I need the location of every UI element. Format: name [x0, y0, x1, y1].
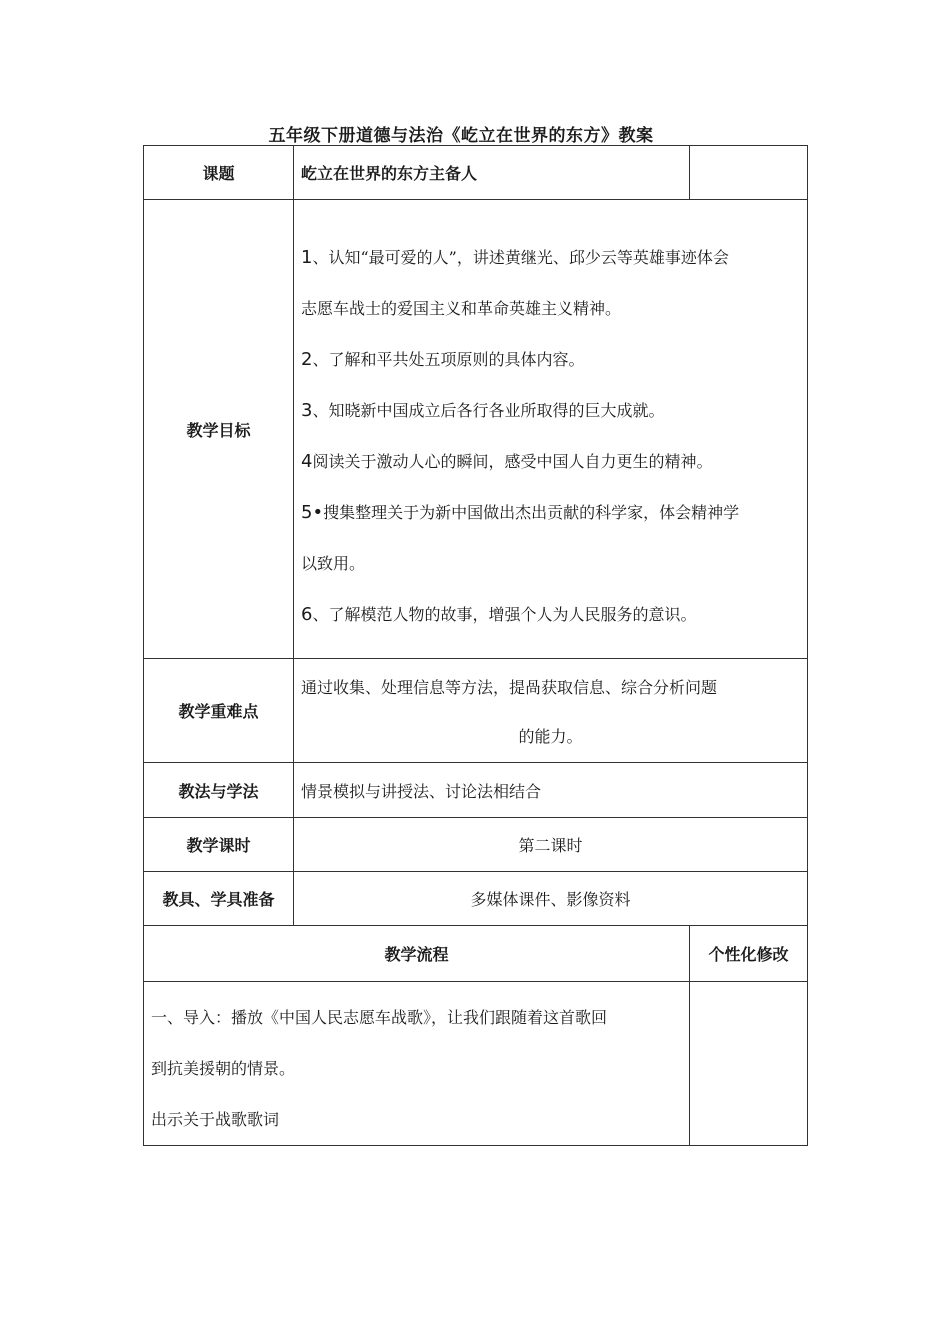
- goal-line: [301, 334, 807, 385]
- methods-value: 情景模拟与讲授法、讨论法相结合: [294, 763, 808, 818]
- goal-number: 3: [301, 400, 313, 421]
- periods-row: [144, 818, 808, 872]
- key-points-label: 教学重难点: [144, 659, 294, 763]
- methods-row: [144, 763, 808, 818]
- goal-text: 、认知“最可爱的人”，讲述黄继光、邱少云等英雄事迹体会: [312, 248, 729, 267]
- goal-number: 2: [301, 349, 313, 370]
- goal-number: 6: [301, 604, 313, 625]
- goal-text: 、知晓新中国成立后各行各业所取得的巨大成就。: [312, 401, 665, 420]
- goal-line: [301, 385, 807, 436]
- goal-text: 阅读关于激动人心的瞬间，感受中国人自力更生的精神。: [312, 452, 713, 471]
- key-points-content: [294, 659, 808, 763]
- goal-line: [301, 283, 807, 334]
- goal-line: [301, 232, 807, 283]
- goals-row: [144, 200, 808, 659]
- process-row: [144, 982, 808, 1146]
- process-line: 一、导入：播放《中国人民志愿车战歌》，让我们跟随着这首歌回: [151, 1008, 608, 1027]
- topic-extra-cell: [690, 146, 808, 200]
- key-points-line: 的能力。: [518, 726, 583, 746]
- materials-value: 多媒体课件、影像资料: [294, 872, 808, 926]
- periods-value: 第二课时: [294, 818, 808, 872]
- modify-header: 个性化修改: [690, 926, 808, 982]
- goal-number: 5•: [301, 502, 324, 523]
- lesson-plan-table: [143, 145, 808, 1146]
- topic-value: 屹立在世界的东方主备人: [294, 146, 690, 200]
- goal-text: 以致用。: [301, 554, 366, 573]
- process-line: 到抗美援朝的情景。: [151, 1059, 296, 1078]
- goal-number: 1: [301, 247, 313, 268]
- goal-line: [301, 487, 807, 538]
- goals-label: 教学目标: [144, 200, 294, 659]
- process-content: [144, 982, 690, 1146]
- goals-list: [294, 200, 807, 658]
- goals-content: [294, 200, 808, 659]
- goal-text: 志愿车战士的爱国主义和革命英雄主义精神。: [301, 299, 622, 318]
- topic-label: 课题: [144, 146, 294, 200]
- goal-line: [301, 538, 807, 589]
- key-points-text: [294, 662, 807, 760]
- goal-text: 、了解模范人物的故事，增强个人为人民服务的意识。: [312, 605, 697, 624]
- goal-number: 4: [301, 451, 313, 472]
- goal-text: 搜集整理关于为新中国做出杰出贡献的科学家，体会精神学: [323, 503, 740, 522]
- key-points-row: [144, 659, 808, 763]
- process-line: 出示关于战歌歌词: [151, 1110, 280, 1129]
- goal-line: [301, 436, 807, 487]
- topic-row: [144, 146, 808, 200]
- modify-cell: [690, 982, 808, 1146]
- materials-row: [144, 872, 808, 926]
- goal-line: [301, 589, 807, 640]
- methods-label: 教法与学法: [144, 763, 294, 818]
- materials-label: 教具、学具准备: [144, 872, 294, 926]
- key-points-line: 通过收集、处理信息等方法，提咼获取信息、综合分析问题: [301, 677, 718, 697]
- periods-label: 教学课时: [144, 818, 294, 872]
- process-header-row: [144, 926, 808, 982]
- process-header: 教学流程: [144, 926, 690, 982]
- document-title: 五年级下册道德与法治《屹立在世界的东方》教案: [268, 126, 654, 146]
- goal-text: 、了解和平共处五项原则的具体内容。: [312, 350, 585, 369]
